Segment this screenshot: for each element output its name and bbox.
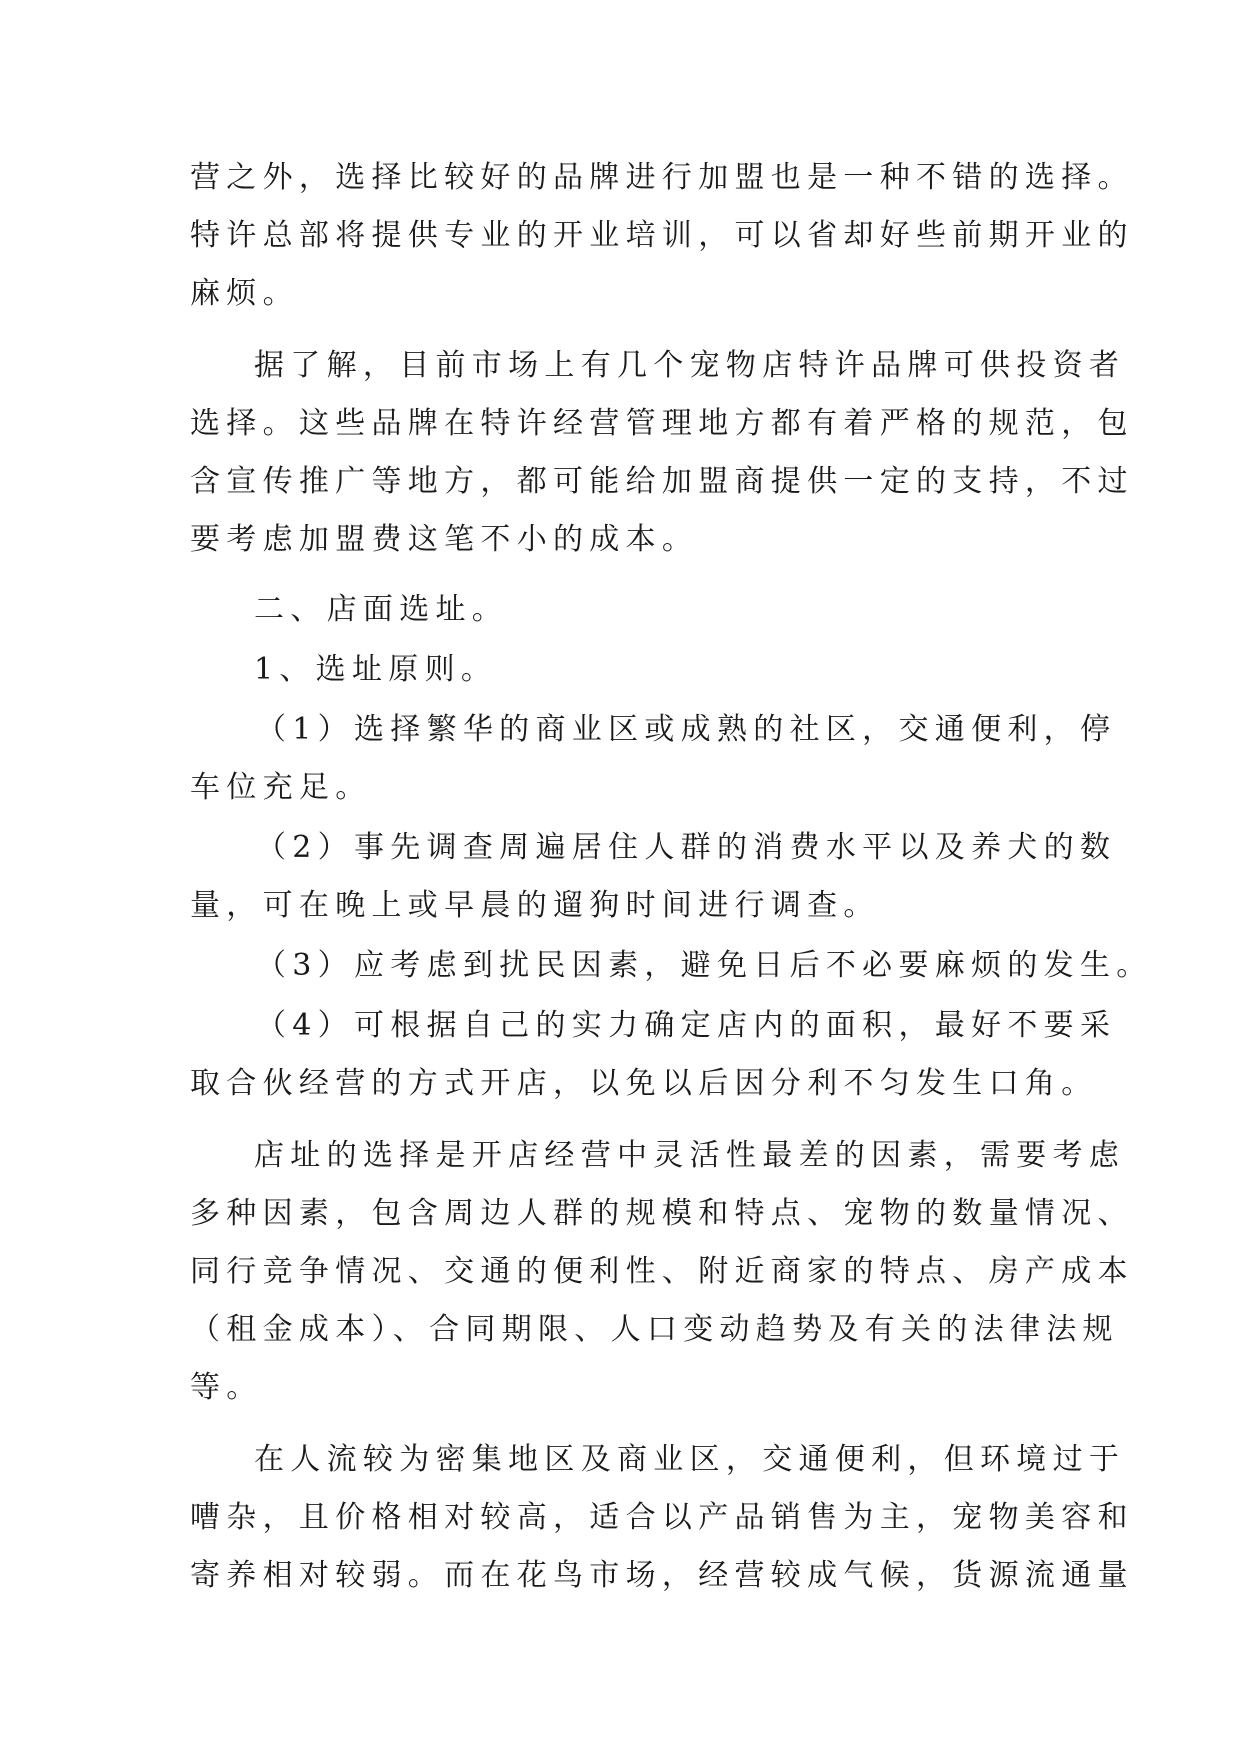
text-line: 在人流较为密集地区及商业区，交通便利，但环境过于 bbox=[254, 1442, 1126, 1477]
text-line: 量，可在晚上或早晨的遛狗时间进行调查。 bbox=[190, 888, 880, 923]
text-line: 取合伙经营的方式开店，以免以后因分利不匀发生口角。 bbox=[190, 1066, 1098, 1101]
text-line: 多种因素，包含周边人群的规模和特点、宠物的数量情况、 bbox=[190, 1196, 1134, 1231]
text-line: 同行竞争情况、交通的便利性、附近商家的特点、房产成本 bbox=[190, 1254, 1134, 1289]
list-item: （1）选择繁华的商业区或成熟的社区，交通便利，停 bbox=[256, 712, 1117, 747]
text-line: 嘈杂，且价格相对较高，适合以产品销售为主，宠物美容和 bbox=[190, 1500, 1134, 1535]
text-line: 含宣传推广等地方，都可能给加盟商提供一定的支持，不过 bbox=[190, 464, 1134, 499]
text-line: 麻烦。 bbox=[190, 276, 299, 311]
text-line: 寄养相对较弱。而在花鸟市场，经营较成气候，货源流通量 bbox=[190, 1558, 1134, 1593]
list-item: （3）应考虑到扰民因素，避免日后不必要麻烦的发生。 bbox=[256, 948, 1153, 983]
text-line: 等。 bbox=[190, 1370, 263, 1405]
text-line: 营之外，选择比较好的品牌进行加盟也是一种不错的选择。 bbox=[190, 160, 1134, 195]
text-line: 特许总部将提供专业的开业培训，可以省却好些前期开业的 bbox=[190, 218, 1134, 253]
text-line: （租金成本）、合同期限、人口变动趋势及有关的法律法规 bbox=[190, 1312, 1119, 1347]
list-item: （4）可根据自己的实力确定店内的面积，最好不要采 bbox=[256, 1008, 1117, 1043]
text-line: 要考虑加盟费这笔不小的成本。 bbox=[190, 522, 699, 557]
subsection-heading: 1、选址原则。 bbox=[254, 652, 498, 687]
text-line: 店址的选择是开店经营中灵活性最差的因素，需要考虑 bbox=[254, 1138, 1126, 1173]
list-item: （2）事先调查周遍居住人群的消费水平以及养犬的数 bbox=[256, 830, 1117, 865]
text-line: 车位充足。 bbox=[190, 770, 372, 805]
section-heading: 二、店面选址。 bbox=[254, 592, 509, 627]
text-line: 选择。这些品牌在特许经营管理地方都有着严格的规范，包 bbox=[190, 406, 1134, 441]
text-line: 据了解，目前市场上有几个宠物店特许品牌可供投资者 bbox=[254, 348, 1126, 383]
